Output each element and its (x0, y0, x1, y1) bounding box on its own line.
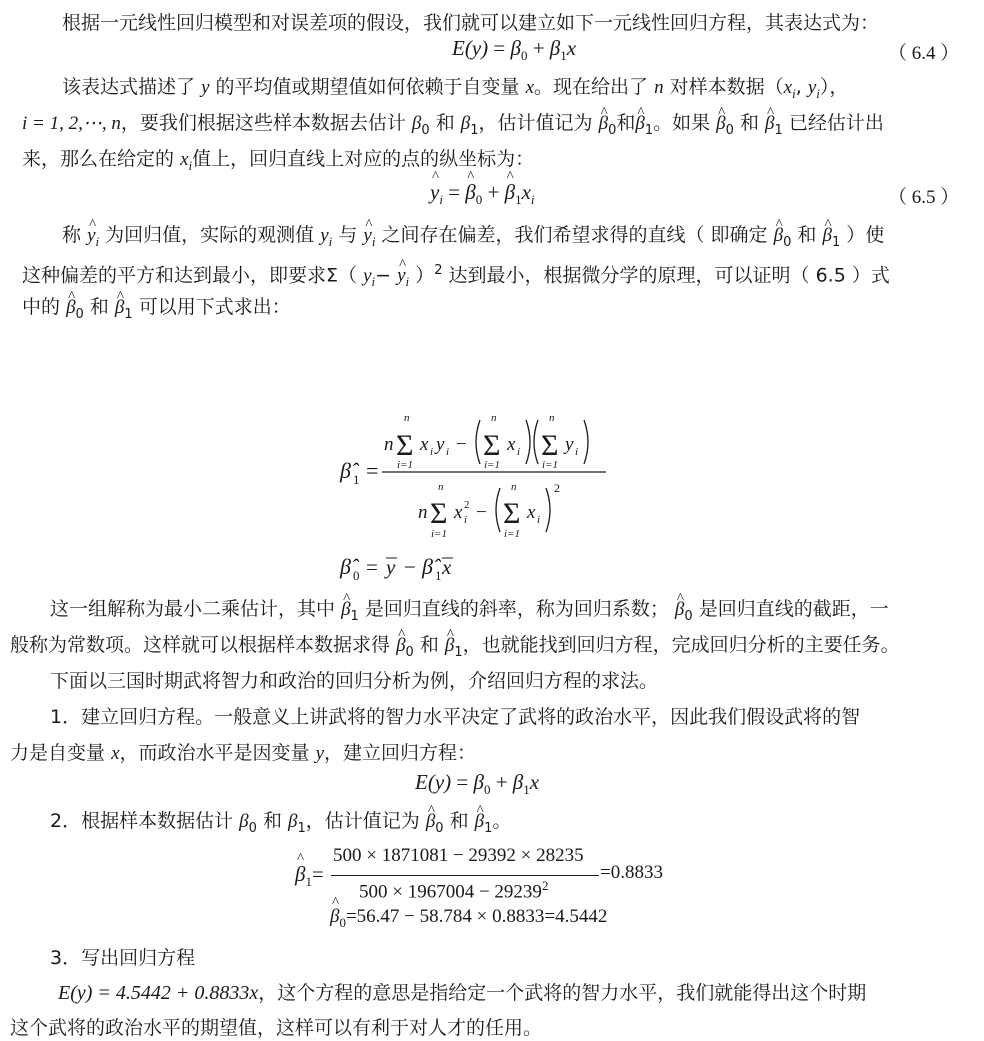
text-segment: 与 (338, 224, 358, 246)
text-segment: 和 (435, 112, 455, 134)
beta0: β (473, 770, 484, 794)
paragraph-estimate (22, 110, 884, 144)
and-text: 和 (262, 810, 282, 832)
beta1-hat: ^ β (295, 862, 305, 887)
equation-6-5 (430, 180, 535, 208)
var-x: x (525, 77, 535, 98)
text-segment: ，估计值记为 (305, 810, 420, 832)
beta0-hat: ^ β (774, 223, 783, 249)
num-yi-sub: i (446, 446, 450, 458)
sub-i: i (405, 274, 410, 290)
beta1-hat: ^ β (115, 295, 124, 321)
num-y3: y (565, 434, 574, 455)
paragraph-constant-term (10, 632, 900, 666)
beta1-symbol: β (549, 36, 561, 60)
den-sigma-1: Σ (430, 497, 448, 530)
beta1-hat: ^ β (341, 597, 350, 623)
den-paren-right (546, 488, 550, 532)
sub-1: 1 (124, 306, 133, 322)
text-segment: 力是自变量 (10, 742, 106, 764)
den-sup: 2 (541, 878, 549, 893)
den-square: 2 (554, 481, 560, 495)
beta0-hat: ^ β (465, 180, 475, 205)
step-1-continued (10, 740, 476, 767)
y-hat: ^ y (363, 223, 371, 249)
sub-0: 0 (339, 914, 346, 930)
sub-i: i (95, 233, 100, 249)
sub-0: 0 (405, 644, 414, 660)
paragraph-intro: 根据一元线性回归模型和对误差项的假设，我们就可以建立如下一元线性回归方程，其表达式为： (62, 12, 880, 34)
text-segment: 的平均值或期望值如何依赖于自变量 (215, 76, 520, 98)
text-segment: 可以用下式求出： (138, 296, 291, 318)
sub-i: i (188, 157, 193, 173)
num-sigma-3-upper: n (549, 412, 555, 424)
beta0-lhs-sub: 0 (353, 568, 360, 583)
paragraph-residual (62, 222, 884, 256)
den-expr: 500 × 1967004 − 29239 (359, 881, 542, 903)
least-squares-formula (320, 400, 640, 590)
num-sigma-1-upper: n (404, 412, 410, 424)
beta0-hat: ^ β (675, 597, 684, 623)
and-text: 和 (89, 296, 109, 318)
sub-i: i (530, 192, 535, 208)
sub-i: i (371, 233, 376, 249)
beta1-denominator (359, 878, 548, 903)
den-xi: x (454, 502, 463, 523)
sub-i: i (371, 274, 376, 290)
step-1: 1．建立回归方程。一般意义上讲武将的智力水平决定了武将的政治水平，因此我们假设武将的智 (50, 706, 861, 728)
equation-number-6-4: （ 6.4 ） (888, 43, 960, 64)
bar-y: y (386, 555, 396, 579)
sub-0: 0 (475, 192, 483, 208)
sub-i: i (792, 85, 796, 101)
num-sigma-3: Σ (541, 429, 559, 462)
var-xi: x (783, 77, 793, 98)
eq-lhs: E(y) (452, 36, 489, 60)
equation-step-1 (415, 770, 539, 798)
beta1-hat: ^ β (635, 111, 644, 137)
comma: , (795, 76, 802, 98)
var-yi: y (320, 225, 329, 246)
var-yi: y (807, 77, 817, 98)
beta1-lhs-sub: 1 (353, 472, 360, 487)
beta0-minus: − (404, 555, 416, 579)
sub-i: i (816, 85, 820, 101)
and-text: 和 (419, 634, 439, 656)
var-xi: x (180, 149, 189, 170)
beta1-rhs-sub: 1 (435, 568, 442, 583)
eq-lhs: E(y) (415, 770, 452, 794)
minus: − (375, 264, 392, 287)
sub-i: i (439, 192, 443, 208)
final-equation: E(y) = 4.5442 + 0.8833x (58, 982, 259, 1004)
num-yi: y (436, 434, 445, 455)
text-segment: 为回归值，实际的观测值 (105, 224, 315, 246)
final-paragraph: 这个武将的政治水平的期望值，这样可以有利于对人才的任用。 (10, 1017, 543, 1039)
and-text: 和 (739, 112, 759, 134)
beta1-hat-computed (295, 862, 324, 890)
den-xi-sup: 2 (464, 499, 470, 511)
final-equation-line (58, 980, 866, 1006)
and-text: 和 (797, 224, 817, 246)
y-hat: ^ y (430, 180, 439, 205)
sub-0: 0 (725, 122, 734, 138)
text-segment: 2．根据样本数据估计 (50, 810, 234, 832)
text-segment: ）使 (846, 224, 885, 246)
eq-equals: = (311, 862, 324, 886)
num-sigma-3-lower: i=1 (542, 459, 558, 471)
sub-0: 0 (684, 608, 693, 624)
text-segment: 称 (62, 224, 82, 246)
den-sigma-1-lower: i=1 (431, 528, 447, 540)
beta0-hat: ^ β (716, 111, 725, 137)
var-y: y (315, 743, 324, 764)
text-segment: ） (415, 264, 435, 287)
sub-0: 0 (483, 782, 491, 798)
square-sup: 2 (434, 263, 443, 278)
eq-equals: = (448, 180, 461, 204)
beta0: β (239, 811, 249, 832)
beta0-hat: ^ β (396, 633, 405, 659)
beta0-expr: =56.47 − 58.784 × 0.8833=4.5442 (345, 906, 608, 927)
equation-6-4 (452, 36, 576, 64)
text-segment: 来，那么在给定的 (22, 148, 175, 170)
sub-1: 1 (297, 820, 306, 836)
num-y3-sub: i (575, 446, 579, 458)
var-yi: y (363, 265, 372, 287)
paragraph-ordinate (22, 146, 534, 179)
sub-0: 0 (435, 820, 444, 836)
text-segment: ，要我们根据这些样本数据去估计 (120, 112, 406, 134)
step-2 (50, 808, 511, 842)
text-segment: 值上，回归直线上对应的点的纵坐标为： (192, 148, 535, 170)
num-xi-sub: i (430, 446, 434, 458)
den-sigma-2: Σ (503, 497, 521, 530)
text-segment: 。如果 (653, 112, 711, 134)
num-x2: x (507, 434, 516, 455)
var-x: x (529, 770, 540, 794)
beta1-equals: = (366, 458, 379, 483)
sub-1: 1 (515, 192, 522, 208)
y-hat: ^ y (397, 263, 405, 289)
num-sigma-2-lower: i=1 (484, 459, 500, 471)
text-segment: 对样本数据（ (669, 76, 784, 98)
eq-equals: = (456, 770, 469, 794)
text-segment: 般称为常数项。这样就可以根据样本数据求得 (10, 634, 391, 656)
text-segment: 之间存在偏差，我们希望求得的直线（ 即确定 (381, 224, 768, 246)
beta0-hat: ^ β (599, 111, 608, 137)
num-minus: − (456, 434, 467, 455)
sub-1: 1 (644, 122, 654, 138)
period: 。 (492, 810, 512, 832)
beta0-equals: = (366, 555, 378, 579)
y-hat: ^ y (87, 223, 95, 249)
text-segment: 。现在给出了 (534, 76, 649, 98)
num-n: n (384, 434, 394, 455)
beta0-hat: ^ β (330, 906, 339, 928)
text-segment: ，建立回归方程： (324, 742, 477, 764)
beta1-hat: ^ β (822, 223, 831, 249)
den-n: n (418, 502, 428, 523)
num-x2-sub: i (517, 446, 521, 458)
beta0-hat: ^ β (426, 809, 435, 835)
paragraph-description (62, 74, 848, 107)
beta0-computation (330, 906, 607, 931)
beta1-computation (295, 845, 695, 915)
text-segment: 是回归直线的斜率，称为回归系数； (364, 598, 669, 620)
beta1: β (460, 113, 471, 134)
sub-0: 0 (608, 122, 617, 138)
num-paren-left-2 (534, 420, 538, 464)
sub-i: i (328, 233, 333, 249)
sub-1: 1 (484, 820, 493, 836)
equation-number-6-5: （ 6.5 ） (888, 187, 960, 208)
var-x: x (111, 743, 120, 764)
den-sigma-2-upper: n (511, 481, 517, 493)
sub-1: 1 (774, 122, 783, 138)
sub-0: 0 (783, 234, 792, 250)
var-xi: x (521, 180, 531, 204)
text-segment: 中的 (22, 296, 61, 318)
beta1-hat-rhs: β̂ (422, 554, 433, 579)
den-x2: x (527, 502, 536, 523)
text-segment: ，也就能找到回归方程，完成回归分析的主要任务。 (462, 634, 900, 656)
beta0-hat-lhs: β̂ (340, 554, 351, 579)
den-paren-left (496, 488, 500, 532)
beta0-sub: 0 (520, 48, 528, 64)
sub-0: 0 (75, 306, 84, 322)
eq-plus: + (532, 36, 545, 60)
beta1-fraction-bar (331, 875, 599, 876)
text-segment: 是回归直线的截距，一 (698, 598, 889, 620)
beta1-hat: ^ β (445, 633, 454, 659)
text-segment: ，而政治水平是因变量 (119, 742, 310, 764)
text-segment: ，这个方程的意思是指给定一个武将的智力水平，我们就能得出这个时期 (258, 982, 867, 1004)
eq-equals: = (493, 36, 506, 60)
num-paren-right-1 (526, 420, 530, 464)
paragraph-derive (22, 294, 291, 328)
sub-1: 1 (523, 782, 530, 798)
num-xi: x (420, 434, 429, 455)
num-sigma-1-lower: i=1 (397, 459, 413, 471)
beta1: β (288, 811, 298, 832)
index-range: i = 1, 2,⋯, n (22, 113, 121, 134)
x-symbol: x (566, 36, 577, 60)
beta1-sub: 1 (560, 48, 567, 64)
text-segment: 达到最小，根据微分学的原理，可以证明（ 6.5 ）式 (448, 264, 890, 287)
den-x2-sub: i (537, 514, 541, 526)
den-minus: − (476, 502, 487, 523)
num-sigma-2: Σ (483, 429, 501, 462)
eq-plus: + (487, 180, 500, 204)
beta0-hat: ^ β (66, 295, 75, 321)
bar-x: x (442, 555, 452, 579)
eq-plus: + (495, 770, 508, 794)
and-text: 和 (449, 810, 469, 832)
beta1: β (512, 770, 524, 794)
text-segment: 已经估计出 (788, 112, 884, 134)
var-y: y (201, 77, 210, 98)
sub-1: 1 (350, 608, 359, 624)
den-sigma-2-lower: i=1 (504, 528, 520, 540)
var-n: n (654, 77, 664, 98)
beta1-hat: ^ β (475, 809, 484, 835)
beta0: β (411, 113, 422, 134)
sub-0: 0 (248, 820, 257, 836)
paragraph-least-squares (50, 596, 889, 630)
and-text: 和 (616, 112, 636, 134)
beta0-symbol: β (510, 36, 521, 60)
sub-1: 1 (305, 874, 312, 890)
beta1-numerator: 500 × 1871081 − 29392 × 28235 (333, 845, 584, 866)
text-segment: ）， (819, 76, 849, 98)
text-segment: 这种偏差的平方和达到最小，即要求Σ（ (22, 264, 358, 287)
num-sigma-2-upper: n (491, 412, 497, 424)
num-paren-right-2 (584, 420, 588, 464)
beta1-value: =0.8833 (600, 862, 663, 883)
den-xi-sub: i (464, 514, 468, 526)
sub-0: 0 (421, 122, 430, 138)
den-sigma-1-upper: n (438, 481, 444, 493)
sub-1: 1 (831, 234, 841, 250)
paragraph-minimize (22, 258, 890, 295)
num-paren-left-1 (476, 420, 480, 464)
sub-1: 1 (470, 122, 479, 138)
beta1-hat: ^ β (765, 111, 774, 137)
beta1-hat-lhs: β̂ (340, 458, 351, 483)
beta1-hat: ^ β (505, 180, 515, 205)
num-sigma-1: Σ (396, 429, 414, 462)
paragraph-example-intro: 下面以三国时期武将智力和政治的回归分析为例，介绍回归方程的求法。 (50, 670, 659, 692)
text-segment: 该表达式描述了 (62, 76, 196, 98)
text-segment: ，估计值记为 (478, 112, 593, 134)
step-3: 3．写出回归方程 (50, 947, 196, 969)
text-segment: 这一组解称为最小二乘估计，其中 (50, 598, 336, 620)
sub-1: 1 (454, 644, 463, 660)
